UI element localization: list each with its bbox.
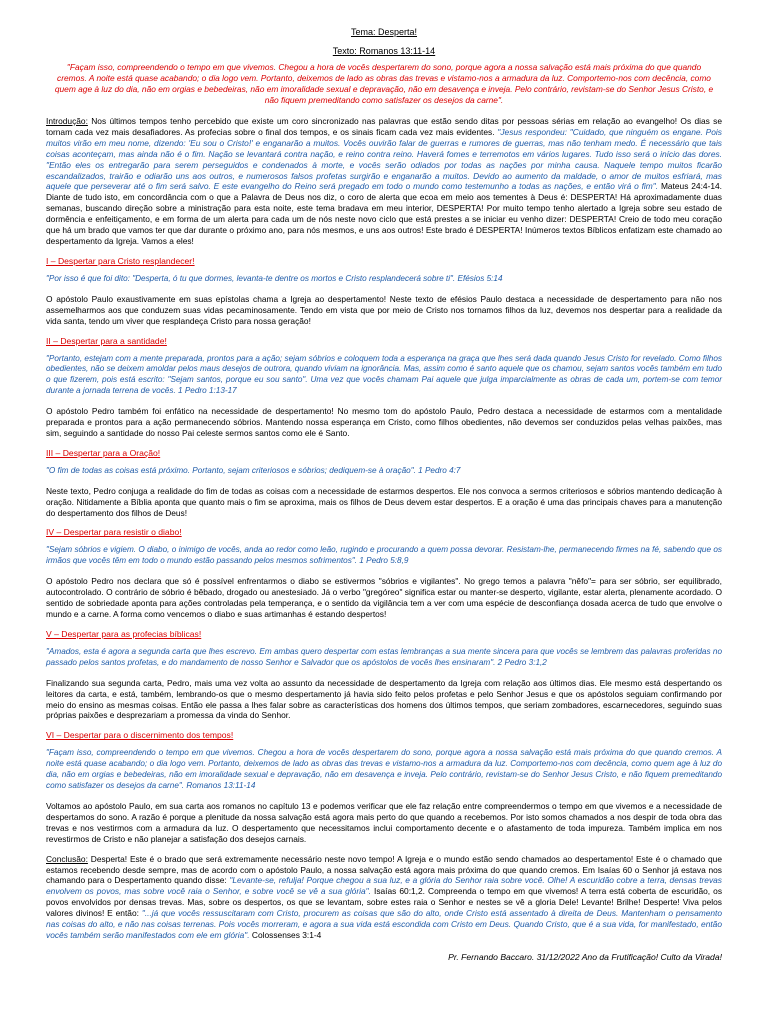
epigraph-quote: "Façam isso, compreendendo o tempo em que vivemos. Chegou a hora de vocês despertarem do sono, porque agora a nossa salvação está mais próxima do que quando cremos. A noite está quase acabando; o dia logo vem. Portanto, deixemos de lado as obras das trevas e vistamo-nos a armadura da luz. Comportemo-nos com decência, como quem age à luz do dia, não em orgias e bebedeiras, não em imoralidade sexual e depravação, não em desavença e inveja. Pelo contrário, revistam-se do Senhor Jesus Cristo, e não fiquem premeditando como satisfazer os desejos da carne". <box>54 62 714 105</box>
introduction-label: Introdução: <box>46 116 88 126</box>
section-heading-2: II – Despertar para a santidade! <box>46 335 167 346</box>
section-text-1: O apóstolo Paulo exaustivamente em suas epístolas chama a Igreja ao despertamento! Neste texto de efésios Paulo destaca a necessidade de despertamento para não nos assemelharmos aos que conduzem suas vidas pecaminosamente. Tendo em vista que por meio de Cristo nos tornamos filhos da luz, devemos nos despertar para a realidade da vida santa, tendo um viver que resplandeça Cristo para nossa geração! <box>46 293 722 326</box>
spacer <box>46 845 722 854</box>
section-quote-5: "Amados, esta é agora a segunda carta que lhes escrevo. Em ambas quero despertar com estas lembranças a sua mente sincera para que vocês se lembrem das palavras proferidas no passado pelos santos profetas, e do mandamento de nosso Senhor e Salvador que os apóstolos de vocês lhes ensinaram". 2 Pedro 3:1,2 <box>46 646 722 667</box>
conclusion-paragraph <box>46 854 722 941</box>
section-quote-1: "Por isso é que foi dito: "Desperta, ó tu que dormes, levanta-te dentre os mortos e Cristo resplandecerá sobre ti". Efésios 5:14 <box>46 273 503 283</box>
section-heading-1: I – Despertar para Cristo resplandecer! <box>46 255 195 266</box>
section-text-2: O apóstolo Pedro também foi enfático na necessidade de despertamento! No mesmo tom do apóstolo Paulo, Pedro destaca a necessidade de estarmos com a mentalidade preparada e prontos para a ação permanecendo sóbrios. Mantendo nossa esperança em Cristo, como filhos obedientes, não devemos ser conduzidos pelas velhas paixões, mas sim, seguindo a santidade do nosso Pai celeste sermos santos como ele é Santo. <box>46 406 722 438</box>
sermon-title: Tema: Desperta! <box>350 27 418 37</box>
conclusion-text-2: Isaías 60:1,2. Compreenda o tempo em que vivemos! A terra está coberta de escuridão, os povos envolvidos por densas trevas. Mas, sobre os despertos, os que se levantam, sobre estes raia o Senhor e nestes se vê a gloria Dele! Levante! Brilhe! Desperte! Viva pelos valores divinos! E então: <box>46 886 723 919</box>
conclusion-text-3: Colossenses 3:1-4 <box>249 929 322 940</box>
section-heading-4: IV – Despertar para resistir o diabo! <box>46 527 182 538</box>
author-signature: Pr. Fernando Baccaro. 31/12/2022 Ano da Frutificação! Culto da Virada! <box>448 951 722 962</box>
introduction-text-2: Mateus 24:4-14. Diante de tudo isto, em concordância com o que a Palavra de Deus nos diz, o coro de alerta que ecoa em meio aos tementes à Deus é: DESPERTA! Há aproximadamente duas semanas, buscando direção sobre a ministração para esta noite, este tema bradava em meu interior, DESPERTA! Por muito tempo tenho alertado a Igreja sobre seu estado de dormência e enfeitiçamento, e em forma de um alerta para cada um de nós neste novo ciclo que está prestes a se iniciar eu venho dizer: DESPERTA! Creio de todo meu coração que há um brado que vamos ter que dar durante o próximo ano, para nós mesmos, e uns aos outros! Este brado é DESPERTA! Inúmeros textos Bíblicos enfatizam este chamado ao despertamento da Igreja. Vamos a eles! <box>46 181 722 246</box>
section-heading-3: III – Despertar para a Oração! <box>46 447 161 458</box>
section-heading-5: V – Despertar para as profecias bíblicas! <box>46 628 202 639</box>
section-heading-6: VI – Despertar para o discernimento dos tempos! <box>46 730 234 741</box>
conclusion-quote-2: "...já que vocês ressuscitaram com Cristo, procurem as coisas que são do alto, onde Cristo está assentado à direita de Deus. Mantenham o pensamento nas coisas do alto, e não nas coisas terrenas. Pois vocês morreram, e agora a sua vida está escondida com Cristo em Deus. Quando Cristo, que é a sua vida, for manifestado, então vocês também serão manifestados com ele em glória". <box>46 908 723 940</box>
section-text-6: Voltamos ao apóstolo Paulo, em sua carta aos romanos no capítulo 13 e podemos verificar que ele faz relação entre compreendermos o tempo em que vivemos e a necessidade de despertamos do sono. A razão é porque a plenitude da nossa salvação está agora mais perto do que quando a recebemos. Por isto somos chamados a nos despir de toda obra das trevas e nos vestirmos com a armadura da luz. O despertamento que necessitamos inclui comportamento decente e o afastamento de toda impureza. Também implica em nos revestirmos de Cristo e não planejar a satisfação dos desejos carnais. <box>46 800 722 844</box>
section-quote-2: "Portanto, estejam com a mente preparada, prontos para a ação; sejam sóbrios e coloquem toda a esperança na graça que lhes será dada quando Jesus Cristo for revelado. Como filhos obedientes, não se deixem amoldar pelos maus desejos de outrora, quando viviam na ignorância. Mas, assim como é santo aquele que os chamou, sejam santos vocês também em tudo o que fizerem, pois está escrito: "Sejam santos, porque eu sou santo". Uma vez que vocês chamam Pai aquele que julga imparcialmente as obras de cada um, portem-se com temor durante a jornada terrena de vocês. 1 Pedro 1:13-17 <box>46 353 722 396</box>
section-text-5: Finalizando sua segunda carta, Pedro, mais uma vez volta ao assunto da necessidade de despertamento da Igreja com relação aos últimos dias. Ele mesmo está despertando os leitores da carta, e está, também, lembrando-os que o mesmo despertamento já havia sido feito pelos profetas e pelo Senhor Jesus e que os apóstolos seguiam confirmando por meio do ensino as mesmas coisas. Então ele passa a lhes falar sobre as características dos homens dos últimos tempos, que seriam zombadores, escarnecedores, seguindo suas próprias paixões e desprezariam a promessa da vinda do Senhor. <box>46 677 722 721</box>
section-quote-6: "Façam isso, compreendendo o tempo em que vivemos. Chegou a hora de vocês despertarem do sono, porque agora a nossa salvação está mais próxima do que quando cremos. A noite está quase acabando; o dia logo vem. Portanto, deixemos de lado as obras das trevas e vistamo-nos a armadura da luz. Comportemo-nos com decência, como quem age à luz do dia, não em orgias e bebedeiras, não em imoralidade sexual e depravação, não em desavença e inveja. Pelo contrário, revistam-se do Senhor Jesus Cristo, e não fiquem premeditando como satisfazer os desejos da carne". Romanos 13:11-14 <box>46 748 722 791</box>
introduction-quote: "Jesus respondeu: "Cuidado, que ninguém os engane. Pois muitos virão em meu nome, dizendo: 'Eu sou o Cristo!' e enganarão a muitos. Vocês ouvirão falar de guerras e rumores de guerras, mas não tenham medo. É necessário que tais coisas aconteçam, mas ainda não é o fim. Nação se levantará contra nação, e reino contra reino. Haverá fomes e terremotos em vários lugares. Tudo isso será o início das dores. "Então eles os entregarão para serem perseguidos e condenados à morte, e vocês serão odiados por todas as nações por minha causa. Naquele tempo muitos ficarão escandalizados, trairão e odiarão uns aos outros, e numerosos falsos profetas surgirão e enganarão a muitos. Devido ao aumento da maldade, o amor de muitos esfriará, mas aquele que perseverar até o fim será salvo. E este evangelho do Reino será pregado em todo o mundo como testemunho a todas as nações, e então virá o fim". <box>46 126 722 192</box>
introduction-text-1: Nos últimos tempos tenho percebido que existe um coro sincronizado nas palavras que estão sendo ditas por pessoas sérias em relação ao evangelho! Os dias se tornam cada vez mais desafiadores. As profecias sobre o final dos tempos, e os sinais ficam cada vez mais evidentes. <box>46 116 722 137</box>
section-quote-4: "Sejam sóbrios e vigiem. O diabo, o inimigo de vocês, anda ao redor como leão, rugindo e procurando a quem possa devorar. Resistam-lhe, permanecendo firmes na fé, sabendo que os irmãos que vocês têm em todo o mundo estão passando pelos mesmos sofrimentos". 1 Pedro 5:8,9 <box>46 545 722 566</box>
conclusion-label: Conclusão: <box>46 853 88 864</box>
conclusion-quote-1: "Levante-se, refulja! Porque chegou a sua luz, e a glória do Senhor raia sobre você. Olhe! A escuridão cobre a terra, densas trevas envolvem os povos, mas sobre você raia o Senhor, e sobre você se vê a sua glória". <box>46 875 722 897</box>
section-quote-3: "O fim de todas as coisas está próximo. Portanto, sejam criteriosos e sóbrios; dediquem-se à oração". 1 Pedro 4:7 <box>46 465 461 475</box>
section-text-4: O apóstolo Pedro nos declara que só é possível enfrentarmos o diabo se estivermos "sóbrios e vigilantes". No grego temos a palavra "nêfo"= para ser sóbrio, ser equilibrado, autocontrolado. O contrário de sóbrio é bêbado, drogado ou anestesiado. Já o verbo "gregóreo" significa estar ou manter-se desperto, vigilante, estar alerta, plenamente acordado. O sentido de sobriedade aponta para ações controladas pela temperança, e o sentido da vigilância tem a ver com uma espécie de desconfiança dosada acerca de tudo que envolve o mundo e a carne. A forma como vencemos o diabo e suas artimanhas é estando despertos! <box>46 576 722 619</box>
section-text-3: Neste texto, Pedro conjuga a realidade do fim de todas as coisas com a necessidade de estarmos despertos. Ele nos convoca a sermos criteriosos e sóbrios mantendo dedicação à oração. Nitidamente a Bíblia aponta que quanto mais o fim se aproxima, mais os filhos de Deus devem estar despertos. E a oração é uma das principais chaves para a manutenção do despertamento dos filhos de Deus! <box>46 485 722 518</box>
introduction-paragraph <box>46 116 722 247</box>
conclusion-text-1: Desperta! Este é o brado que será extremamente necessário neste novo tempo! A Igreja e o mundo estão sendo chamados ao despertamento! Este é o chamado que estamos recebendo desde sempre, mas de acordo com o apóstolo Paulo, a nossa salvação está agora mais próxima do que quando cremos. Em Isaías 60 o Senhor já estava nos chamando para o Despertamento quando disse: <box>46 853 722 886</box>
scripture-reference: Texto: Romanos 13:11-14 <box>332 46 436 56</box>
